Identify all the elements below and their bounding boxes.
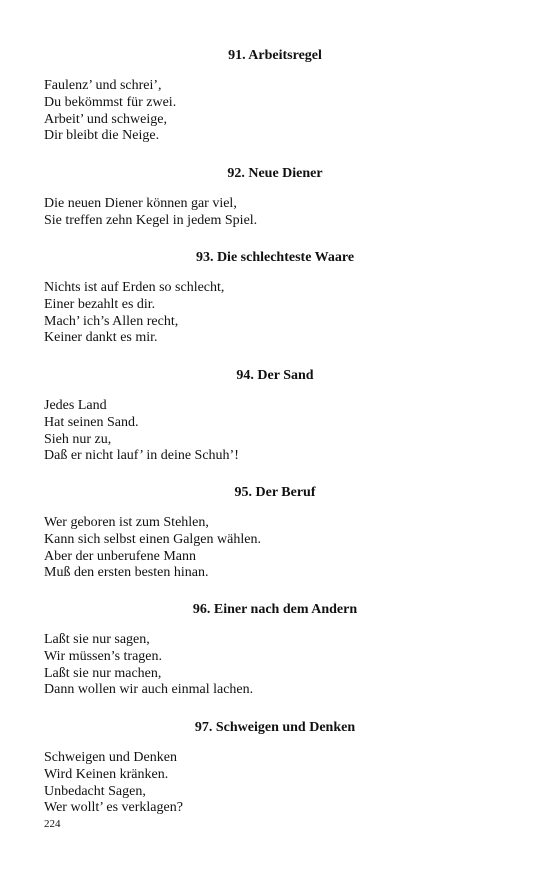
poem-title: 94. Der Sand bbox=[236, 368, 314, 383]
poem-line: Daß er nicht lauf’ in deine Schuh’! bbox=[44, 448, 239, 464]
poem-title: 93. Die schlechteste Waare bbox=[195, 250, 355, 265]
poem-line: Laßt sie nur machen, bbox=[44, 665, 162, 681]
poem-title: 97. Schweigen und Denken bbox=[194, 720, 356, 735]
poem-92 bbox=[44, 165, 506, 230]
poem-line: Du bekömmst für zwei. bbox=[44, 94, 177, 110]
poem-95 bbox=[44, 484, 506, 582]
poem-line: Wer geboren ist zum Stehlen, bbox=[44, 515, 209, 530]
poem-line: Sie treffen zehn Kegel in jedem Spiel. bbox=[44, 212, 258, 228]
page-number: 224 bbox=[44, 818, 61, 830]
poem-line: Mach’ ich’s Allen recht, bbox=[44, 313, 179, 329]
poem-line: Kann sich selbst einen Galgen wählen. bbox=[44, 531, 261, 547]
poem-line: Keiner dankt es mir. bbox=[44, 330, 158, 346]
poem-line: Muß den ersten besten hinan. bbox=[44, 565, 209, 581]
poem-title: 92. Neue Diener bbox=[227, 166, 323, 181]
poem-line: Jedes Land bbox=[44, 398, 107, 413]
poem-title: 96. Einer nach dem Andern bbox=[192, 602, 358, 617]
poem-96 bbox=[44, 601, 506, 699]
poem-94 bbox=[44, 367, 506, 465]
poem-line: Dir bleibt die Neige. bbox=[44, 128, 160, 144]
poem-line: Laßt sie nur sagen, bbox=[44, 632, 150, 647]
poem-97 bbox=[44, 719, 506, 817]
poem-line: Wir müssen’s tragen. bbox=[44, 648, 163, 664]
poem-91 bbox=[44, 47, 506, 145]
poem-line: Aber der unberufene Mann bbox=[44, 548, 196, 564]
poem-line: Unbedacht Sagen, bbox=[44, 783, 146, 799]
poem-line: Die neuen Diener können gar viel, bbox=[44, 196, 237, 211]
poem-title: 91. Arbeitsregel bbox=[228, 48, 322, 63]
poem-title: 95. Der Beruf bbox=[234, 485, 316, 500]
poem-line: Sieh nur zu, bbox=[44, 431, 112, 447]
poem-93 bbox=[44, 249, 506, 347]
poem-line: Dann wollen wir auch einmal lachen. bbox=[44, 682, 254, 698]
poem-line: Faulenz’ und schrei’, bbox=[44, 78, 162, 93]
poem-line: Einer bezahlt es dir. bbox=[44, 296, 156, 312]
poem-line: Arbeit’ und schweige, bbox=[44, 111, 167, 127]
poem-line: Nichts ist auf Erden so schlecht, bbox=[44, 280, 225, 295]
poem-line: Schweigen und Denken bbox=[44, 750, 177, 765]
poem-line: Wird Keinen kränken. bbox=[44, 766, 169, 782]
poem-line: Hat seinen Sand. bbox=[44, 414, 139, 430]
poem-line: Wer wollt’ es verklagen? bbox=[44, 800, 183, 816]
